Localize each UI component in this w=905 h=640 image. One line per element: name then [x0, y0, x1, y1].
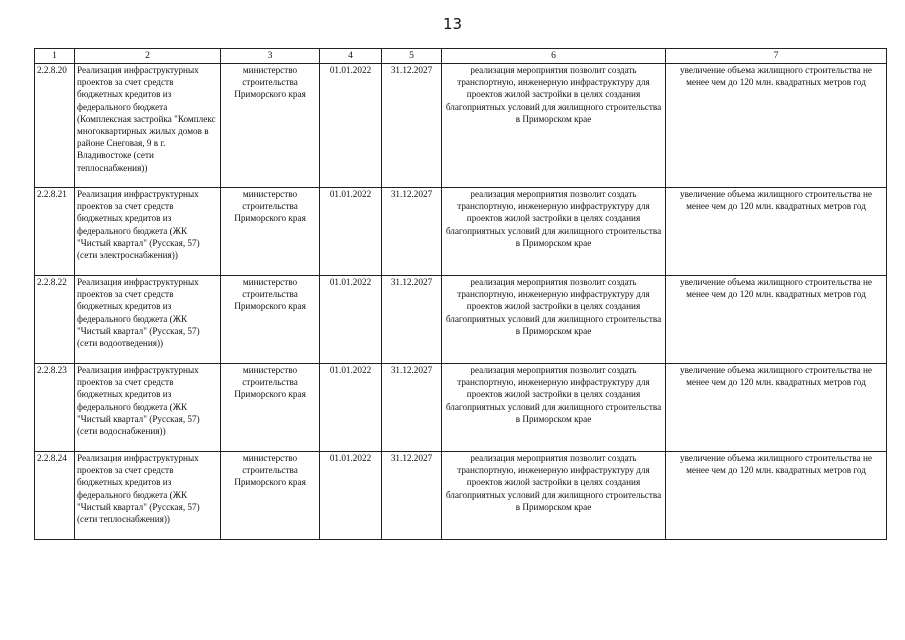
indicator: увеличение объема жилищного строительства не менее чем до 120 млн. квадратных метров год: [666, 188, 887, 276]
start-date: 01.01.2022: [320, 364, 382, 452]
executor: министерство строительства Приморского края: [221, 64, 320, 188]
header-row: [35, 49, 887, 64]
end-date: 31.12.2027: [382, 276, 442, 364]
start-date: 01.01.2022: [320, 452, 382, 540]
activity-name: Реализация инфраструктурных проектов за счет средств бюджетных кредитов из федерального бюджета (ЖК "Чистый квартал" (Русская, 57) (сети водоснабжения)): [75, 364, 221, 452]
column-header-5: 5: [382, 49, 442, 64]
page-number: 13: [442, 15, 463, 33]
end-date: 31.12.2027: [382, 64, 442, 188]
executor: министерство строительства Приморского края: [221, 276, 320, 364]
table-row: [35, 452, 887, 540]
indicator: увеличение объема жилищного строительства не менее чем до 120 млн. квадратных метров год: [666, 452, 887, 540]
end-date: 31.12.2027: [382, 452, 442, 540]
column-header-3: 3: [221, 49, 320, 64]
expected-result: реализация мероприятия позволит создать транспортную, инженерную инфраструктуру для проектов жилой застройки в целях создания благоприятных условий для жилищного строительства в Приморском крае: [442, 188, 666, 276]
indicator: увеличение объема жилищного строительства не менее чем до 120 млн. квадратных метров год: [666, 276, 887, 364]
row-number: 2.2.8.20: [35, 64, 75, 188]
start-date: 01.01.2022: [320, 188, 382, 276]
activity-name: Реализация инфраструктурных проектов за счет средств бюджетных кредитов из федерального бюджета (Комплексная застройка "Комплекс многоквартирных жилых домов в районе Снеговая, 9 в г. Владивостоке (сети теплоснабжения)): [75, 64, 221, 188]
column-header-6: 6: [442, 49, 666, 64]
column-header-4: 4: [320, 49, 382, 64]
expected-result: реализация мероприятия позволит создать транспортную, инженерную инфраструктуру для проектов жилой застройки в целях создания благоприятных условий для жилищного строительства в Приморском крае: [442, 452, 666, 540]
executor: министерство строительства Приморского края: [221, 452, 320, 540]
expected-result: реализация мероприятия позволит создать транспортную, инженерную инфраструктуру для проектов жилой застройки в целях создания благоприятных условий для жилищного строительства в Приморском крае: [442, 364, 666, 452]
table-row: [35, 364, 887, 452]
end-date: 31.12.2027: [382, 364, 442, 452]
row-number: 2.2.8.23: [35, 364, 75, 452]
executor: министерство строительства Приморского края: [221, 364, 320, 452]
row-number: 2.2.8.24: [35, 452, 75, 540]
executor: министерство строительства Приморского края: [221, 188, 320, 276]
column-header-1: 1: [35, 49, 75, 64]
activity-name: Реализация инфраструктурных проектов за счет средств бюджетных кредитов из федерального бюджета (ЖК "Чистый квартал" (Русская, 57) (сети водоотведения)): [75, 276, 221, 364]
table-row: [35, 188, 887, 276]
activity-name: Реализация инфраструктурных проектов за счет средств бюджетных кредитов из федерального бюджета (ЖК "Чистый квартал" (Русская, 57) (сети электроснабжения)): [75, 188, 221, 276]
expected-result: реализация мероприятия позволит создать транспортную, инженерную инфраструктуру для проектов жилой застройки в целях создания благоприятных условий для жилищного строительства в Приморском крае: [442, 64, 666, 188]
row-number: 2.2.8.21: [35, 188, 75, 276]
table-row: [35, 276, 887, 364]
column-header-2: 2: [75, 49, 221, 64]
start-date: 01.01.2022: [320, 276, 382, 364]
activity-name: Реализация инфраструктурных проектов за счет средств бюджетных кредитов из федерального бюджета (ЖК "Чистый квартал" (Русская, 57) (сети теплоснабжения)): [75, 452, 221, 540]
expected-result: реализация мероприятия позволит создать транспортную, инженерную инфраструктуру для проектов жилой застройки в целях создания благоприятных условий для жилищного строительства в Приморском крае: [442, 276, 666, 364]
end-date: 31.12.2027: [382, 188, 442, 276]
column-header-7: 7: [666, 49, 887, 64]
indicator: увеличение объема жилищного строительства не менее чем до 120 млн. квадратных метров год: [666, 364, 887, 452]
table-row: [35, 64, 887, 188]
indicator: увеличение объема жилищного строительства не менее чем до 120 млн. квадратных метров год: [666, 64, 887, 188]
start-date: 01.01.2022: [320, 64, 382, 188]
activities-table: [34, 48, 887, 540]
row-number: 2.2.8.22: [35, 276, 75, 364]
